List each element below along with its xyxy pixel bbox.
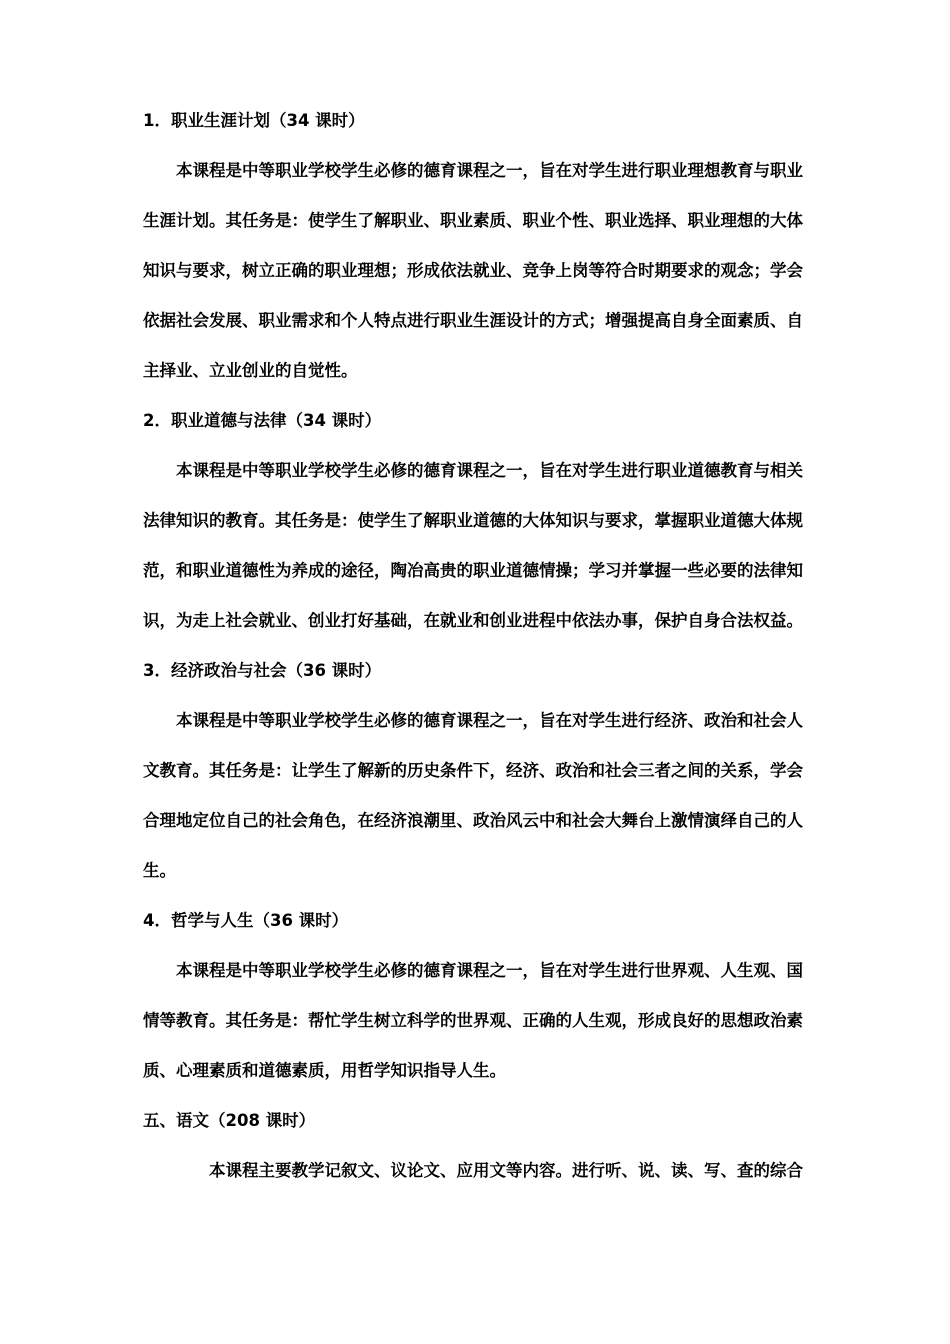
paragraph-line: 知识与要求，树立正确的职业理想；形成依法就业、竞争上岗等符合时期要求的观念；学会 — [143, 261, 803, 280]
paragraph-line: 范，和职业道德性为养成的途径，陶冶高贵的职业道德情操；学习并掌握一些必要的法律知 — [143, 561, 803, 580]
paragraph-line: 生涯计划。其任务是：使学生了解职业、职业素质、职业个性、职业选择、职业理想的大体 — [143, 211, 803, 230]
paragraph-line: 主择业、立业创业的自觉性。 — [143, 361, 358, 380]
paragraph-line: 本课程主要教学记叙文、议论文、应用文等内容。进行听、说、读、写、查的综合 — [209, 1161, 803, 1180]
paragraph-line: 本课程是中等职业学校学生必修的德育课程之一，旨在对学生进行职业理想教育与职业 — [176, 161, 803, 180]
paragraph-line: 质、心理素质和道德素质，用哲学知识指导人生。 — [143, 1061, 506, 1080]
paragraph-line: 识，为走上社会就业、创业打好基础，在就业和创业进程中依法办事，保护自身合法权益。 — [143, 611, 803, 630]
section-heading: 3．经济政治与社会（36 课时） — [143, 661, 382, 680]
section-heading: 五、语文（208 课时） — [143, 1111, 316, 1130]
paragraph-line: 依据社会发展、职业需求和个人特点进行职业生涯设计的方式；增强提高自身全面素质、自 — [143, 311, 803, 330]
paragraph-line: 本课程是中等职业学校学生必修的德育课程之一，旨在对学生进行世界观、人生观、国 — [176, 961, 803, 980]
paragraph-line: 文教育。其任务是：让学生了解新的历史条件下，经济、政治和社会三者之间的关系，学会 — [143, 761, 803, 780]
paragraph-line: 本课程是中等职业学校学生必修的德育课程之一，旨在对学生进行经济、政治和社会人 — [176, 711, 803, 730]
section-heading: 2．职业道德与法律（34 课时） — [143, 411, 382, 430]
paragraph-line: 生。 — [143, 861, 176, 880]
section-heading: 4．哲学与人生（36 课时） — [143, 911, 349, 930]
paragraph-line: 法律知识的教育。其任务是：使学生了解职业道德的大体知识与要求，掌握职业道德大体规 — [143, 511, 803, 530]
document-page — [143, 96, 819, 1196]
paragraph-line: 本课程是中等职业学校学生必修的德育课程之一，旨在对学生进行职业道德教育与相关 — [176, 461, 803, 480]
paragraph-line: 情等教育。其任务是：帮忙学生树立科学的世界观、正确的人生观，形成良好的思想政治素 — [143, 1011, 803, 1030]
paragraph-line: 合理地定位自己的社会角色，在经济浪潮里、政治风云中和社会大舞台上激情演绎自己的人 — [143, 811, 803, 830]
section-heading: 1．职业生涯计划（34 课时） — [143, 111, 365, 130]
